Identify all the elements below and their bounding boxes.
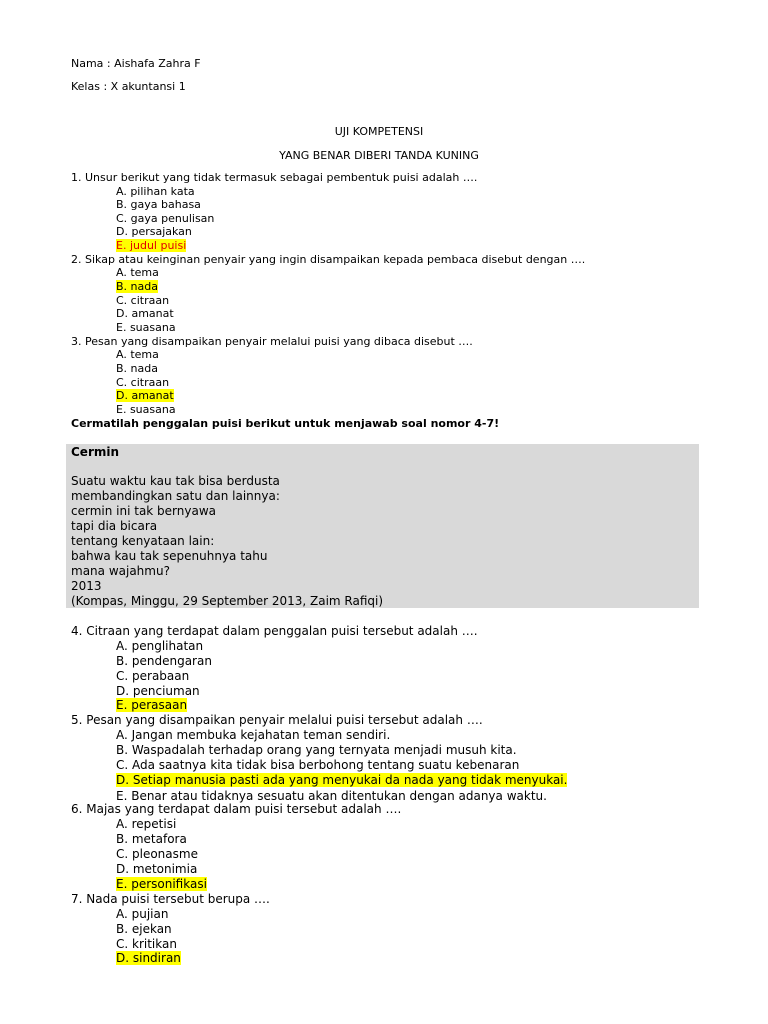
q3-option-c: C. citraan <box>116 376 170 389</box>
q6-option-d: D. metonimia <box>116 862 198 876</box>
q7-option-d-wrap <box>116 951 181 966</box>
q1-option-e-answer: E. judul puisi <box>116 239 187 252</box>
poem-year: 2013 <box>71 579 102 593</box>
q3-option-b: B. nada <box>116 362 158 375</box>
poem-line: membandingkan satu dan lainnya: <box>71 489 280 503</box>
q6-option-c: C. pleonasme <box>116 847 198 861</box>
q2-option-e: E. suasana <box>116 321 176 334</box>
q3-option-a: A. tema <box>116 348 159 361</box>
poem-line: Suatu waktu kau tak bisa berdusta <box>71 474 280 488</box>
poem-line: cermin ini tak bernyawa <box>71 504 217 518</box>
q1-option-a: A. pilihan kata <box>116 185 195 198</box>
q2-option-b-answer: B. nada <box>116 280 158 293</box>
q1-option-c: C. gaya penulisan <box>116 212 215 225</box>
q1-option-b: B. gaya bahasa <box>116 198 201 211</box>
q5-option-d-answer: D. Setiap manusia pasti ada yang menyukai da nada yang tidak menyukai. <box>116 773 568 787</box>
q5-option-c: C. Ada saatnya kita tidak bisa berbohong tentang suatu kebenaran <box>116 758 520 772</box>
q4-option-e-answer: E. perasaan <box>116 698 188 712</box>
q1-option-d: D. persajakan <box>116 225 192 238</box>
q7-option-b: B. ejekan <box>116 922 172 936</box>
q2-option-a: A. tema <box>116 266 159 279</box>
student-class: Kelas : X akuntansi 1 <box>71 80 186 93</box>
question-7: 7. Nada puisi tersebut berupa …. <box>71 892 270 906</box>
poem-line: mana wajahmu? <box>71 564 170 578</box>
q3-option-d-wrap <box>116 389 174 403</box>
q5-option-b: B. Waspadalah terhadap orang yang ternyata menjadi musuh kita. <box>116 743 517 757</box>
poem-source: (Kompas, Minggu, 29 September 2013, Zaim Rafiqi) <box>71 594 384 608</box>
q5-option-e: E. Benar atau tidaknya sesuatu akan ditentukan dengan adanya waktu. <box>116 789 547 803</box>
q6-option-b: B. metafora <box>116 832 187 846</box>
question-2: 2. Sikap atau keinginan penyair yang ingin disampaikan kepada pembaca disebut dengan …. <box>71 253 586 266</box>
q2-option-b-wrap <box>116 280 158 294</box>
q2-option-d: D. amanat <box>116 307 174 320</box>
q4-option-b: B. pendengaran <box>116 654 212 668</box>
q7-option-a: A. pujian <box>116 907 169 921</box>
poem-title: Cermin <box>71 445 120 459</box>
q4-option-a: A. penglihatan <box>116 639 204 653</box>
q1-option-e-wrap <box>116 239 186 253</box>
poem-line: tentang kenyataan lain: <box>71 534 215 548</box>
question-6: 6. Majas yang terdapat dalam puisi tersebut adalah …. <box>71 802 402 816</box>
q7-option-c: C. kritikan <box>116 937 177 951</box>
poem-box <box>66 444 699 608</box>
q6-option-e-answer: E. personifikasi <box>116 877 207 891</box>
student-name: Nama : Aishafa Zahra F <box>71 57 201 70</box>
q5-option-a: A. Jangan membuka kejahatan teman sendiri. <box>116 728 391 742</box>
q3-option-d-answer: D. amanat <box>116 389 174 402</box>
q6-option-a: A. repetisi <box>116 817 177 831</box>
poem-line: tapi dia bicara <box>71 519 158 533</box>
q3-option-e: E. suasana <box>116 403 176 416</box>
question-4: 4. Citraan yang terdapat dalam penggalan puisi tersebut adalah …. <box>71 624 478 638</box>
question-5: 5. Pesan yang disampaikan penyair melalui puisi tersebut adalah …. <box>71 713 483 727</box>
q5-option-d-wrap <box>116 773 567 788</box>
page-title: UJI KOMPETENSI <box>334 125 424 138</box>
q4-option-c: C. perabaan <box>116 669 190 683</box>
page-subtitle: YANG BENAR DIBERI TANDA KUNING <box>279 149 479 162</box>
question-3: 3. Pesan yang disampaikan penyair melalui puisi yang dibaca disebut …. <box>71 335 473 348</box>
q6-option-e-wrap <box>116 877 207 892</box>
q4-option-e-wrap <box>116 698 187 713</box>
poem-line: bahwa kau tak sepenuhnya tahu <box>71 549 268 563</box>
q2-option-c: C. citraan <box>116 294 170 307</box>
q7-option-d-answer: D. sindiran <box>116 951 181 965</box>
poem-instruction: Cermatilah penggalan puisi berikut untuk menjawab soal nomor 4-7! <box>71 417 500 430</box>
question-1: 1. Unsur berikut yang tidak termasuk sebagai pembentuk puisi adalah …. <box>71 171 478 184</box>
q4-option-d: D. penciuman <box>116 684 200 698</box>
